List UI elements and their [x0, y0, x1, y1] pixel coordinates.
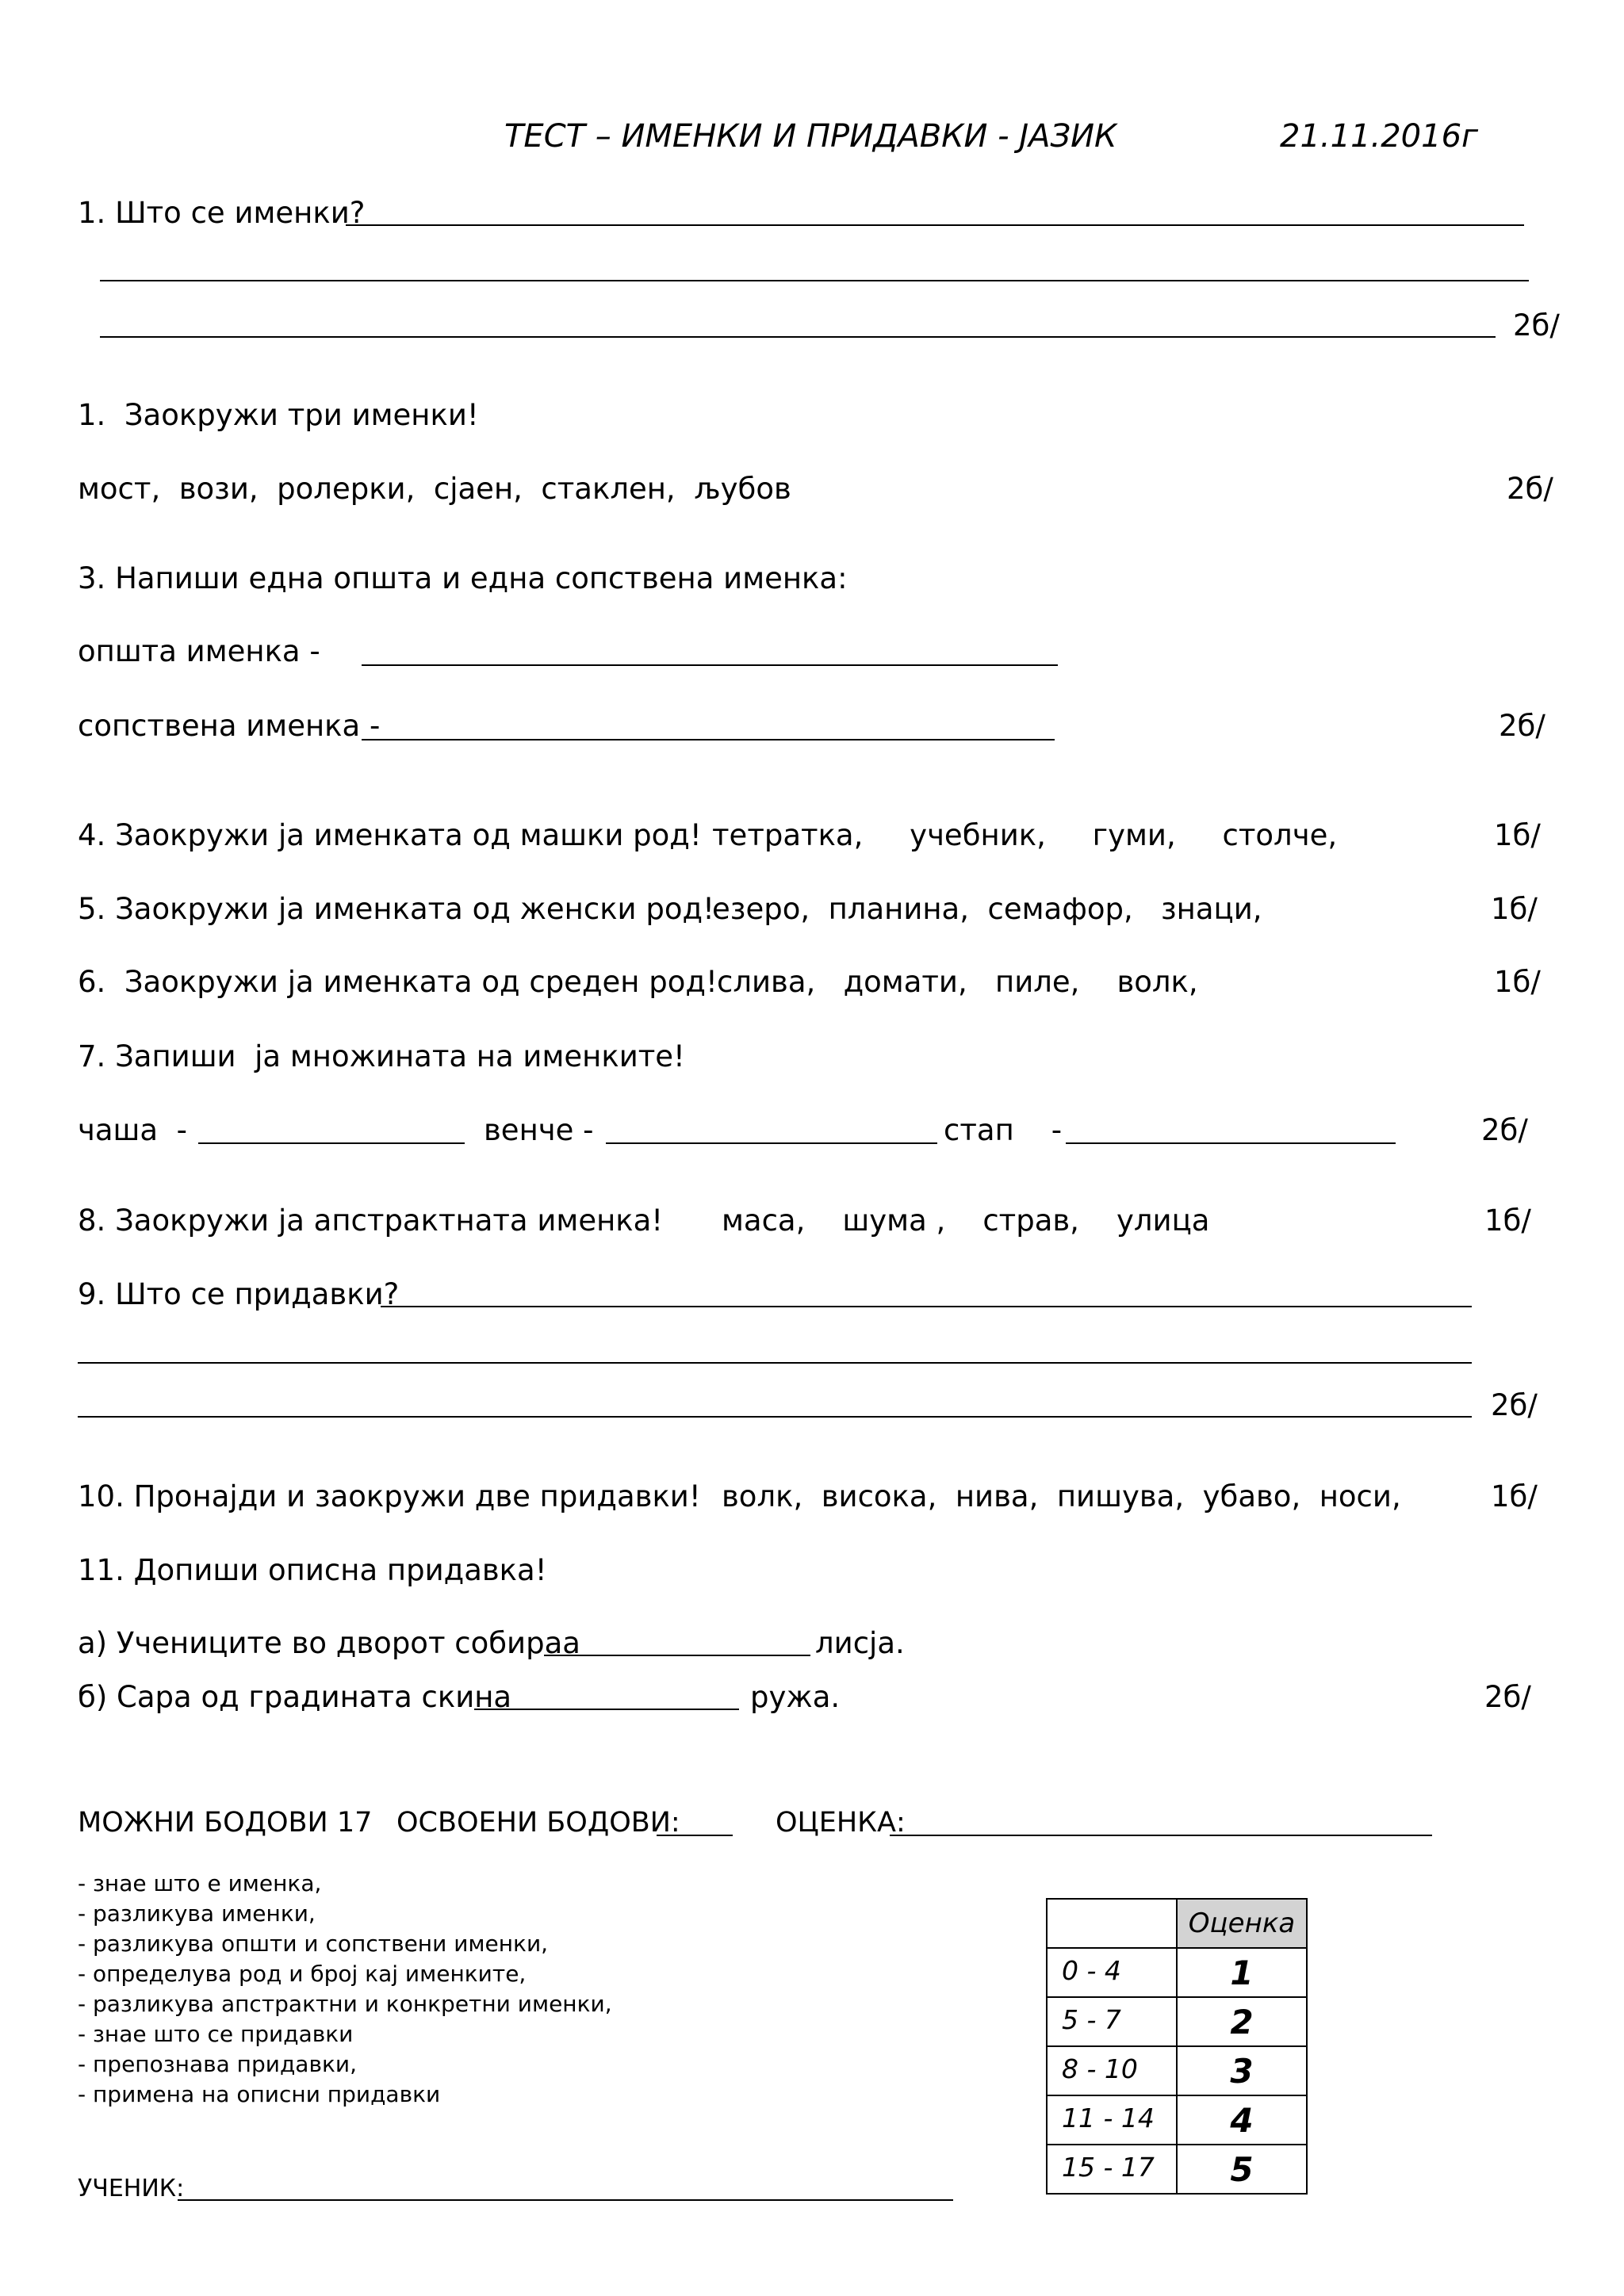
q3-proper-answer-line[interactable] — [362, 739, 1055, 740]
q7-word-1: чаша - — [78, 1113, 187, 1147]
grade-range: 15 - 17 — [1047, 2145, 1177, 2194]
q1-points: 2б/ — [1513, 308, 1560, 342]
q10-points: 1б/ — [1491, 1479, 1538, 1513]
grade-range: 5 - 7 — [1047, 1997, 1177, 2046]
q2-points: 2б/ — [1507, 472, 1553, 506]
q3-general-label: општа именка - — [78, 634, 320, 668]
q7-word-2: венче - — [484, 1113, 594, 1147]
grade-range: 0 - 4 — [1047, 1948, 1177, 1997]
q11-points: 2б/ — [1484, 1680, 1531, 1714]
q8-points: 1б/ — [1484, 1203, 1531, 1238]
q3-general-answer-line[interactable] — [362, 664, 1058, 666]
q9-answer-line-3[interactable] — [78, 1416, 1472, 1418]
grade-line[interactable] — [890, 1835, 1432, 1836]
q9-text: 9. Што се придавки? — [78, 1277, 400, 1311]
outcome-item: - препознава придавки, — [78, 2051, 357, 2077]
q10-text: 10. Пронајди и заокружи две придавки! — [78, 1479, 701, 1513]
grade-value: 2 — [1177, 1997, 1307, 2046]
student-name-line[interactable] — [178, 2199, 953, 2201]
q7-text: 7. Запиши ја множината на именките! — [78, 1039, 685, 1073]
q11-b-end: ружа. — [750, 1680, 841, 1714]
q3-proper-label: сопствена именка - — [78, 709, 381, 743]
grade-range: 8 - 10 — [1047, 2046, 1177, 2095]
q11-a-answer-line[interactable] — [544, 1655, 810, 1656]
outcome-item: - примена на описни придавки — [78, 2081, 441, 2107]
outcome-item: - знае што е именка, — [78, 1870, 322, 1896]
q10-words: волк, висока, нива, пишува, убаво, носи, — [722, 1479, 1401, 1513]
q3-points: 2б/ — [1499, 709, 1545, 743]
grade-table-empty-cell — [1047, 1899, 1177, 1948]
earned-points-line[interactable] — [657, 1835, 733, 1836]
q8-words: маса, шума , страв, улица — [722, 1203, 1210, 1238]
outcome-item: - определува род и број кај именките, — [78, 1961, 527, 1987]
grade-table — [1046, 1898, 1308, 2195]
q9-answer-line-1[interactable] — [381, 1306, 1472, 1307]
grade-label: ОЦЕНКА: — [776, 1807, 906, 1839]
q11-b-answer-line[interactable] — [474, 1709, 739, 1710]
outcome-item: - знае што се придавки — [78, 2021, 354, 2047]
q9-points: 2б/ — [1491, 1388, 1538, 1422]
grade-table-header-row — [1047, 1899, 1307, 1948]
grade-table-row — [1047, 2095, 1307, 2145]
grade-table-row — [1047, 2046, 1307, 2095]
q1-answer-line-3[interactable] — [100, 336, 1496, 338]
q2-words: мост, вози, ролерки, сјаен, стаклен, љубов — [78, 472, 791, 506]
grade-table-row — [1047, 2145, 1307, 2194]
outcome-item: - разликува именки, — [78, 1900, 316, 1927]
q11-text: 11. Допиши описна придавка! — [78, 1553, 547, 1587]
grade-value: 1 — [1177, 1948, 1307, 1997]
grade-table-row — [1047, 1948, 1307, 1997]
earned-points-label: ОСВОЕНИ БОДОВИ: — [396, 1807, 680, 1839]
q9-answer-line-2[interactable] — [78, 1362, 1472, 1364]
q2-text: 1. Заокружи три именки! — [78, 398, 479, 432]
grade-table-row — [1047, 1997, 1307, 2046]
grade-table-header: Оценка — [1177, 1899, 1307, 1948]
outcome-item: - разликува општи и сопствени именки, — [78, 1931, 549, 1957]
q5-text: 5. Заокружи ја именката од женски род! — [78, 892, 714, 926]
q7-points: 2б/ — [1481, 1113, 1528, 1147]
q7-answer-line-3[interactable] — [1066, 1142, 1396, 1144]
test-date: 21.11.2016г — [1280, 118, 1479, 155]
grade-value: 3 — [1177, 2046, 1307, 2095]
q3-text: 3. Напиши една општа и една сопствена именка: — [78, 561, 848, 595]
q6-points: 1б/ — [1494, 965, 1541, 999]
q4-text: 4. Заокружи ја именката од машки род! — [78, 818, 702, 852]
q4-words: тетратка, учебник, гуми, столче, — [712, 818, 1338, 852]
q6-words: слива, домати, пиле, волк, — [717, 965, 1198, 999]
q11-a-end: лисја. — [815, 1626, 905, 1660]
q4-points: 1б/ — [1494, 818, 1541, 852]
q11-a-start: а) Учениците во дворот собираа — [78, 1626, 580, 1660]
grade-value: 5 — [1177, 2145, 1307, 2194]
student-label: УЧЕНИК: — [78, 2175, 185, 2202]
q7-word-3: стап - — [944, 1113, 1063, 1147]
q7-answer-line-2[interactable] — [606, 1142, 937, 1144]
q1-text: 1. Што се именки? — [78, 196, 366, 230]
q6-text: 6. Заокружи ја именката од среден род! — [78, 965, 718, 999]
q11-b-start: б) Сара од градината скина — [78, 1680, 512, 1714]
test-title: ТЕСТ – ИМЕНКИ И ПРИДАВКИ - ЈАЗИК — [504, 118, 1117, 155]
q7-answer-line-1[interactable] — [198, 1142, 465, 1144]
q5-words: езеро, планина, семафор, знаци, — [712, 892, 1262, 926]
outcome-item: - разликува апстрактни и конкретни именки, — [78, 1991, 612, 2017]
q1-answer-line-1[interactable] — [346, 224, 1524, 226]
q5-points: 1б/ — [1491, 892, 1538, 926]
possible-points: МОЖНИ БОДОВИ 17 — [78, 1807, 373, 1839]
grade-value: 4 — [1177, 2095, 1307, 2145]
q1-answer-line-2[interactable] — [100, 280, 1529, 281]
grade-range: 11 - 14 — [1047, 2095, 1177, 2145]
q8-text: 8. Заокружи ја апстрактната именка! — [78, 1203, 664, 1238]
